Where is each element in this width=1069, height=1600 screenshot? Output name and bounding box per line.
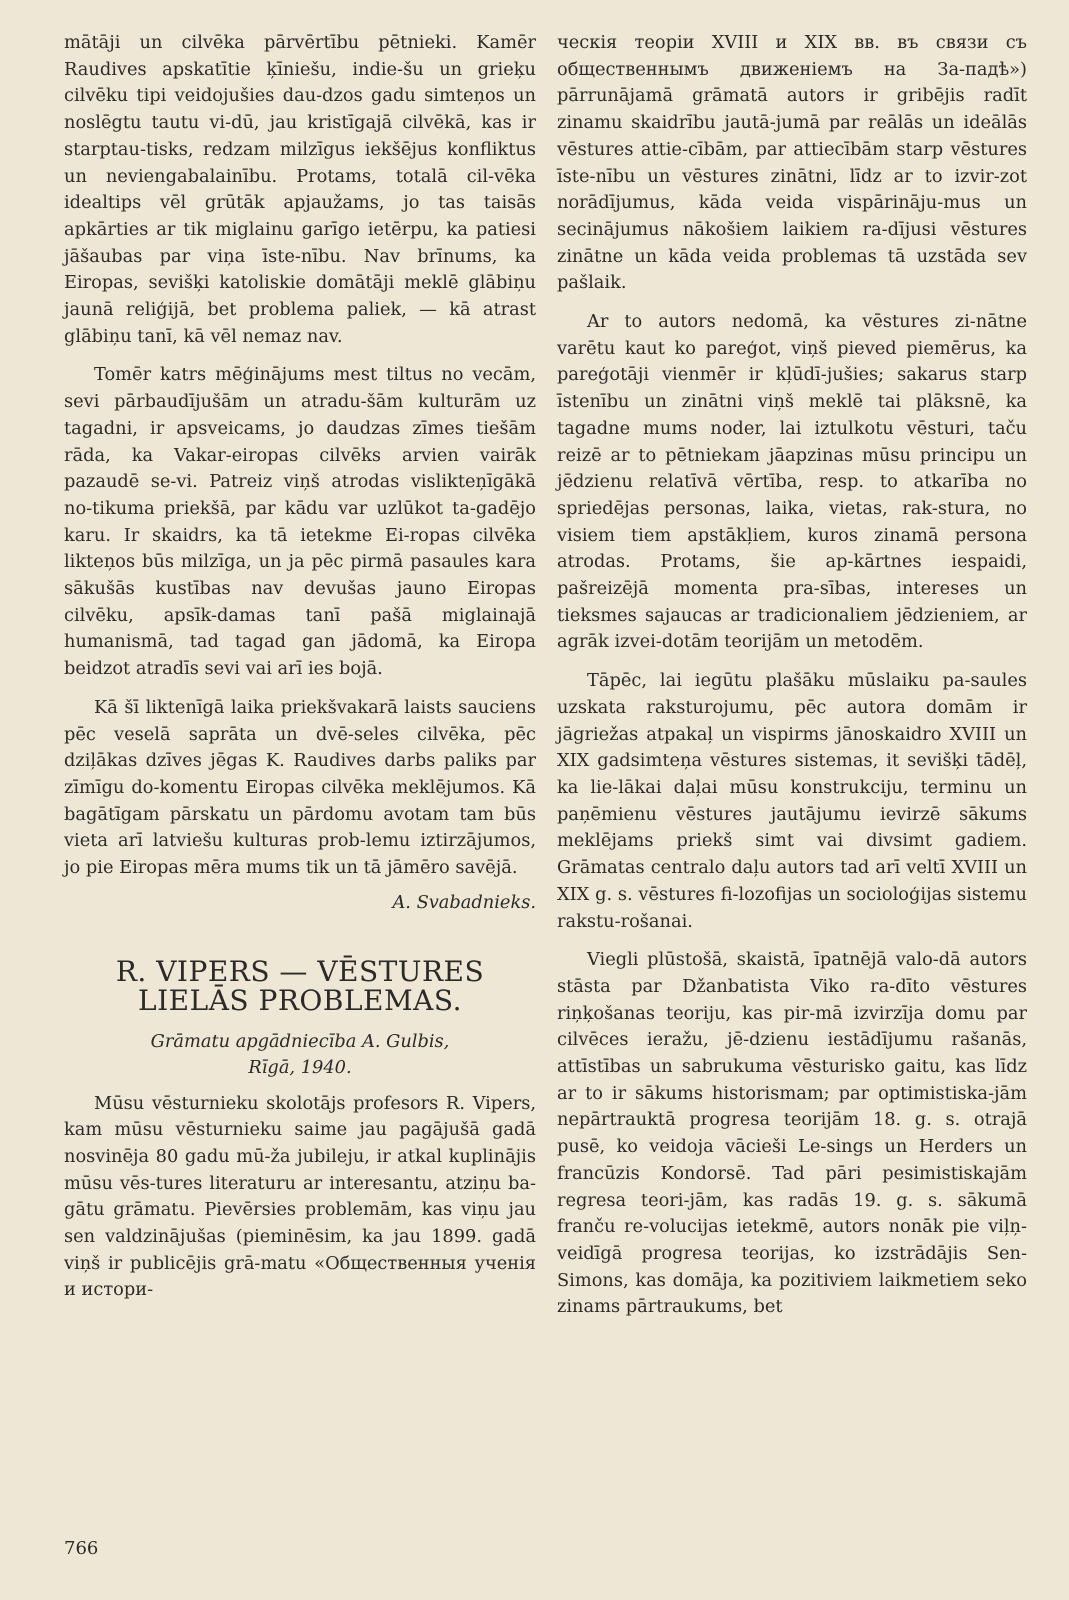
left-paragraph-3: Kā šī liktenīgā laika priekšvakarā laists sauciens pēc veselā saprāta un dvē-seles cilvēka, pēc dziļākas dzīves jēgas K. Raudives darbs paliks par zīmīgu do-komentu Eiropas cilvēka meklējumos. Kā bagātīgam pārskatu un pārdomu avotam tam būs vieta arī latviešu kulturas prob-lemu iztirzājumos, jo pie Eiropas mēra mums tik un tā jāmēro savējā. [64,696,536,879]
right-column [557,30,1027,1321]
right-paragraph-1: ческія теоріи XVIII и XIX вв. въ связи съ общественнымъ движеніемъ на За-падѣ») pārrunājamā grāmatā autors ir gribējis radīt zinamu skaidrību jautā-jumā par reālās un ideālās vēstures attie-cībām, par attiecībām starp vēstures īste-nību un vēstures zinātni, līdz ar to izvir-zot norādījumus, kāda veida vispārināju-mus un secinājumus nākošiem laikiem ra-dījusi vēstures zinātne un kāda veida problemas tā uzstāda sev pašlaik. [557,32,1027,294]
right-paragraph-3: Tāpēc, lai iegūtu plašāku mūslaiku pa-saules uzskata raksturojumu, pēc autora domām ir jāgriežas atpakaļ un vispirms jānoskaidro XVIII un XIX gadsimteņa vēstures sistemas, it sevišķi tādēļ, ka lie-lākai daļai mūsu konstrukciju, terminu un paņēmienu vēstures jautājumu ievirzē sākums meklējams priekš simt vai divsimt gadiem. Grāmatas centralo daļu autors tad arī veltī XVIII un XIX g. s. vēstures fi-lozofijas un socioloģijas sistemu rakstu-rošanai. [557,670,1027,932]
left-paragraph-1: mātāji un cilvēka pārvērtību pētnieki. Kamēr Raudives apskatītie ķīniešu, indie-šu un grieķu cilvēku tipi veidojušies dau-dzos gadu simteņos un noslēgtu tautu vi-dū, jau kristīgajā cilvēkā, kas ir starptau-tisks, redzam milzīgus iekšējus konfliktus un neviengabalainību. Protams, totalā cil-vēka idealtips vēl grūtāk apjaužams, jo tas taisās apkārties ar tik miglainu garīgo ietērpu, ka patiesi jāšaubas par viņa īste-nību. Nav brīnums, ka Eiropas, sevišķi katoliskie domātāji meklē glābiņu jaunā reliģijā, bet problema paliek, — kā atrast glābiņu tanī, kā vēl nemaz nav. [64,32,536,347]
review-publisher-line-2: Rīgā, 1940. [248,1056,352,1078]
right-paragraph-4: Viegli plūstošā, skaistā, īpatnējā valo-dā autors stāsta par Džanbatista Viko ra-dīto vēstures riņķošanas teoriju, kas pir-mā izvirzīja domu par cilvēces ieražu, jē-dzienu iestādījumu rašanās, attīstības un sabrukuma vēsturisko gaitu, kas līdz ar to ir sākums historismam; par optimistiska-jām nepārtrauktā progresa teorijām 18. g. s. otrajā pusē, ko veidoja vācieši Le-sings un Herders un francūzis Kondorsē. Tad pāri pesimistiskajām regresa teori-jām, kas radās 19. g. s. sākumā franču re-volucijas ietekmē, autors nonāk pie viļņ-veidīgā progresa teorijas, ko izstrādājis Sen-Simons, kas domāja, ka pozitiviem laikmetiem seko zinams pārtraukums, bet [557,949,1027,1318]
review-title: R. VIPERS — VĒSTURES LIELĀS PROBLEMAS. [115,954,485,1017]
left-column [64,30,536,1304]
article-signature: A. Svabadnieks. [392,891,536,913]
right-paragraph-2: Ar to autors nedomā, ka vēstures zi-nātne varētu kaut ko pareģot, viņš pieved piemērus, ka pareģotāji vienmēr ir kļūdī-jušies; sakarus starp īstenību un zinātni viņš meklē tai plāksnē, ka tagadne mums noder, lai iztulkotu vēsturi, taču reizē ar to pētniekam jāapzinas mūsu principu un jēdzienu relatīvā vērtība, resp. to atkarība no spriedējas personas, laika, vietas, rak-stura, no visiem tiem apstākļiem, kuros zinamā persona atrodas. Protams, šie ap-kārtnes iespaidi, pašreizējā momenta pra-sības, intereses un tieksmes sajaucas ar tradicionaliem jēdzieniem, ar agrāk izvei-dotām teorijām un metodēm. [557,311,1027,653]
left-paragraph-2: Tomēr katrs mēģinājums mest tiltus no vecām, sevi pārbaudījušām un atradu-šām kulturām uz tagadni, ir apsveicams, jo daudzas zīmes tiešām rāda, ka Vakar-eiropas cilvēks arvien vairāk pazaudē se-vi. Patreiz viņš atrodas vislikteņīgākā no-tikuma priekšā, par kādu var uzlūkot ta-gadējo karu. Ir skaidrs, ka tā ietekme Ei-ropas cilvēka likteņos būs milzīga, un ja pēc pirmā pasaules kara sākušās kustības nav devušas jauno Eiropas cilvēku, apsīk-damas tanī pašā miglainajā humanismā, tad tagad gan jādomā, ka Eiropa beidzot atradīs sevi vai arī ies bojā. [64,364,536,680]
left-paragraph-4: Mūsu vēsturnieku skolotājs profesors R. Vipers, kam mūsu vēsturnieku saime jau pagājušā gadā nosvinēja 80 gadu mū-ža jubileju, ir atkal kuplinājis mūsu vēs-tures literaturu ar interesantu, atziņu ba-gātu grāmatu. Pievērsies problemām, kas viņu jau sen valdzinājušas (pieminēsim, ka jau 1899. gadā viņš ir publicējis grā-matu «Общественныя ученія и истори- [64,1092,536,1301]
page-number: 766 [64,1538,99,1559]
review-publisher [64,1029,536,1081]
review-publisher-line-1: Grāmatu apgādniecība A. Gulbis, [150,1030,450,1052]
